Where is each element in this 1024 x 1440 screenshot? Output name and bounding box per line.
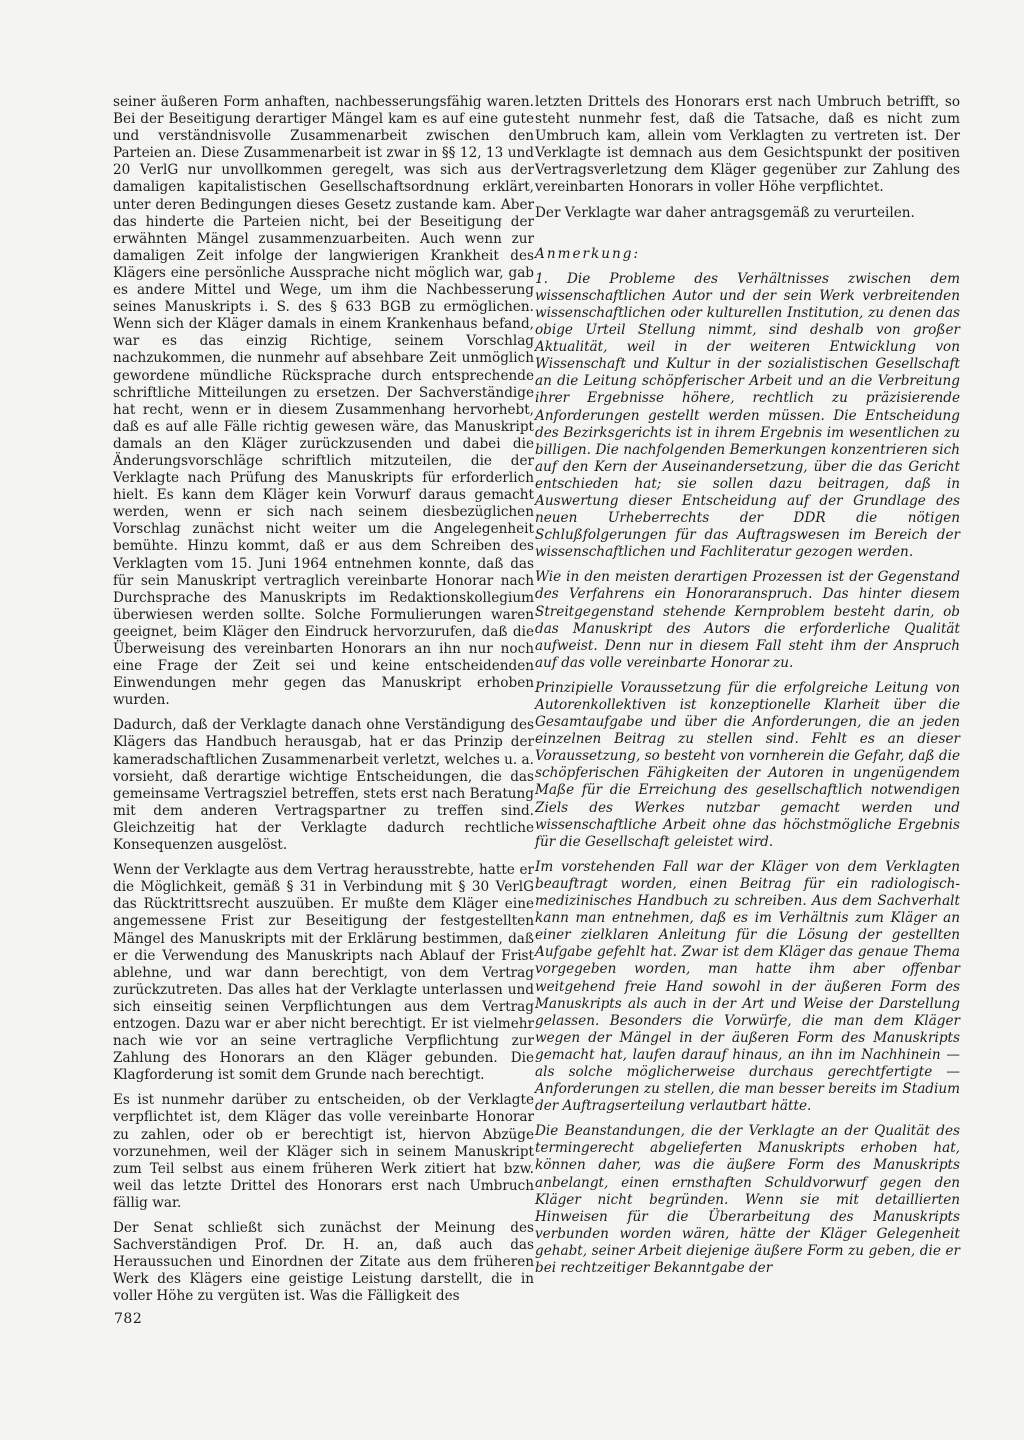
annotation-paragraph: 1. Die Probleme des Verhältnisses zwischen dem wissenschaftlichen Autor und der sein Werk verbreitenden wissenschaftlichen oder kulturellen Institution, zu denen das obige Urteil Stellung nimmt, sind deshalb von großer Aktualität, weil in der weiteren Entwicklung von Wissenschaft und Kultur in der sozialistischen Gesellschaft an die Leitung schöpferischer Arbeit und an die Verbreitung ihrer Ergebnisse höhere, rechtlich zu präzisierende Anforderungen gestellt werden müssen. Die Entscheidung des Bezirksgerichts ist in ihrem Ergebnis im wesentlichen zu billigen. Die nachfolgenden Bemerkungen konzentrieren sich auf den Kern der Auseinandersetzung, über die das Gericht entschieden hat; sie sollen dazu beitragen, daß in Auswertung dieser Entscheidung auf der Grundlage des neuen Urheberrechts der DDR die nötigen Schlußfolgerungen für das Auftragswesen im Bereich der wissenschaftlichen und Fachliteratur gezogen werden.: [535, 270, 960, 561]
annotation-paragraph: Die Beanstandungen, die der Verklagte an der Qualität des termingerecht abgelieferten Manuskripts erhoben hat, können daher, was die äußere Form des Manuskripts anbelangt, einen ernsthaften Schuldvorwurf gegen den Kläger nicht begründen. Wenn sie mit detaillierten Hinweisen für die Überarbeitung des Manuskripts verbunden worden wären, hätte der Kläger Gelegenheit gehabt, seiner Arbeit diejenige äußere Form zu geben, die er bei rechtzeitiger Bekanntgabe der: [535, 1123, 960, 1276]
page-number: 782: [114, 1311, 143, 1327]
paragraph: Dadurch, daß der Verklagte danach ohne Verständigung des Klägers das Handbuch herausgab, hat er das Prinzip der kameradschaftlichen Zusammenarbeit verletzt, welches u. a. vorsieht, daß derartige wichtige Entscheidungen, die das gemeinsame Vertragsziel betreffen, stets erst nach Beratung mit dem anderen Vertragspartner zu treffen sind. Gleichzeitig hat der Verklagte dadurch rechtliche Konsequenzen ausgelöst.: [113, 717, 534, 854]
paragraph: Es ist nunmehr darüber zu entscheiden, ob der Verklagte verpflichtet ist, dem Kläger das volle vereinbarte Honorar zu zahlen, oder ob er berechtigt ist, hiervon Abzüge vorzunehmen, weil der Kläger sich in seinem Manuskript zum Teil selbst aus einem früheren Werk zitiert hat bzw. weil das letzte Drittel des Honorars erst nach Umbruch fällig war.: [113, 1092, 534, 1211]
paragraph: Wenn der Verklagte aus dem Vertrag herausstrebte, hatte er die Möglichkeit, gemäß § 31 in Verbindung mit § 30 VerlG das Rücktrittsrecht auszuüben. Er mußte dem Kläger eine angemessene Frist zur Beseitigung der festgestellten Mängel des Manuskripts mit der Erklärung bestimmen, daß er die Verwendung des Manuskripts nach Ablauf der Frist ablehne, und war dann berechtigt, von dem Vertrag zurückzutreten. Das alles hat der Verklagte unterlassen und sich einseitig seinen Verpflichtungen aus dem Vertrag entzogen. Dazu war er aber nicht berechtigt. Er ist vielmehr nach wie vor an seine vertragliche Verpflichtung zur Zahlung des Honorars an den Kläger gebunden. Die Klagforderung ist somit dem Grunde nach berechtigt.: [113, 862, 534, 1084]
left-column: [113, 94, 534, 1313]
annotation-paragraph: Im vorstehenden Fall war der Kläger von dem Verklagten beauftragt worden, einen Beitrag für ein radiologisch-medizinisches Handbuch zu schreiben. Aus dem Sachverhalt kann man entnehmen, daß es im Verhältnis zum Kläger an einer zielklaren Anleitung für die Lösung der gestellten Aufgabe gefehlt hat. Zwar ist dem Kläger das genaue Thema vorgegeben worden, man hatte ihm aber offenbar weitgehend freie Hand sowohl in der äußeren Form des Manuskripts als auch in der Art und Weise der Darstellung gelassen. Besonders die Vorwürfe, die man dem Kläger wegen der Mängel in der äußeren Form des Manuskripts gemacht hat, laufen darauf hinaus, an ihn im Nachhinein — als solche möglicherweise durchaus gerechtfertigte — Anforderungen zu stellen, die man besser bereits im Stadium der Auftragserteilung verlautbart hätte.: [535, 858, 960, 1115]
annotation-paragraph: Prinzipielle Voraussetzung für die erfolgreiche Leitung von Autorenkollektiven ist konzeptionelle Klarheit über die Gesamtaufgabe und über die Anforderungen, die an jeden einzelnen Beitrag zu stellen sind. Fehlt es an dieser Voraussetzung, so besteht von vornherein die Gefahr, daß die schöpferischen Fähigkeiten der Autoren in ungenügendem Maße für die Erreichung des gesellschaftlich notwendigen Ziels des Werkes nutzbar gemacht werden und wissenschaftliche Arbeit ohne das höchstmögliche Ergebnis für die Gesellschaft geleistet wird.: [535, 679, 960, 850]
right-column: [535, 94, 960, 1285]
paragraph: letzten Drittels des Honorars erst nach Umbruch betrifft, so steht nunmehr fest, daß die Tatsache, daß es nicht zum Umbruch kam, allein vom Verklagten zu vertreten ist. Der Verklagte ist demnach aus dem Gesichtspunkt der positiven Vertragsverletzung dem Kläger gegenüber zur Zahlung des vereinbarten Honorars in voller Höhe verpflichtet.: [535, 94, 960, 196]
annotation-paragraph: Wie in den meisten derartigen Prozessen ist der Gegenstand des Verfahrens ein Honoraranspruch. Das hinter diesem Streitgegenstand stehende Kernproblem besteht darin, ob das Manuskript des Autors die erforderliche Qualität aufweist. Denn nur in diesem Fall steht ihm der Anspruch auf das volle vereinbarte Honorar zu.: [535, 569, 960, 671]
verdict-sentence: Der Verklagte war daher antragsgemäß zu verurteilen.: [535, 204, 915, 221]
annotation-heading: Anmerkung:: [535, 245, 641, 262]
paragraph: seiner äußeren Form anhaften, nachbesserungsfähig waren. Bei der Beseitigung derartiger Mängel kam es auf eine gute und verständnisvolle Zusammenarbeit zwischen den Parteien an. Diese Zusammenarbeit ist zwar in §§ 12, 13 und 20 VerlG nur unvollkommen geregelt, was sich aus der damaligen kapitalistischen Gesellschaftsordnung erklärt, unter deren Bedingungen dieses Gesetz zustande kam. Aber das hinderte die Parteien nicht, bei der Beseitigung der erwähnten Mängel zusammenzuarbeiten. Auch wenn zur damaligen Zeit infolge der langwierigen Krankheit des Klägers eine persönliche Aussprache nicht möglich war, gab es andere Mittel und Wege, um ihm die Nachbesserung seines Manuskripts i. S. des § 633 BGB zu ermöglichen. Wenn sich der Kläger damals in einem Krankenhaus befand, war es das einzig Richtige, seinem Vorschlag nachzukommen, die nunmehr auf absehbare Zeit unmöglich gewordene mündliche Rücksprache durch entsprechende schriftliche Mitteilungen zu ersetzen. Der Sachverständige hat recht, wenn er in diesem Zusammenhang hervorhebt, daß es auf alle Fälle richtig gewesen wäre, das Manuskript damals an den Kläger zurückzusenden und dabei die Änderungsvorschläge schriftlich mitzuteilen, die der Verklagte nach Prüfung des Manuskripts für erforderlich hielt. Es kann dem Kläger kein Vorwurf daraus gemacht werden, wenn er sich nach seinem diesbezüglichen Vorschlag zunächst nicht weiter um die Angelegenheit bemühte. Hinzu kommt, daß er aus dem Schreiben des Verklagten vom 15. Juni 1964 entnehmen konnte, daß das für sein Manuskript vertraglich vereinbarte Honorar nach Durchsprache des Manuskripts im Redaktionskollegium überwiesen werden sollte. Solche Formulierungen waren geeignet, beim Kläger den Eindruck hervorzurufen, daß die Überweisung des vereinbarten Honorars an ihn nur noch eine Frage der Zeit sei und keine entscheidenden Einwendungen mehr gegen das Manuskript erhoben wurden.: [113, 94, 534, 709]
paragraph: Der Senat schließt sich zunächst der Meinung des Sachverständigen Prof. Dr. H. an, daß auch das Heraussuchen und Einordnen der Zitate aus dem früheren Werk des Klägers eine geistige Leistung darstellt, die in voller Höhe zu vergüten ist. Was die Fälligkeit des: [113, 1220, 534, 1305]
